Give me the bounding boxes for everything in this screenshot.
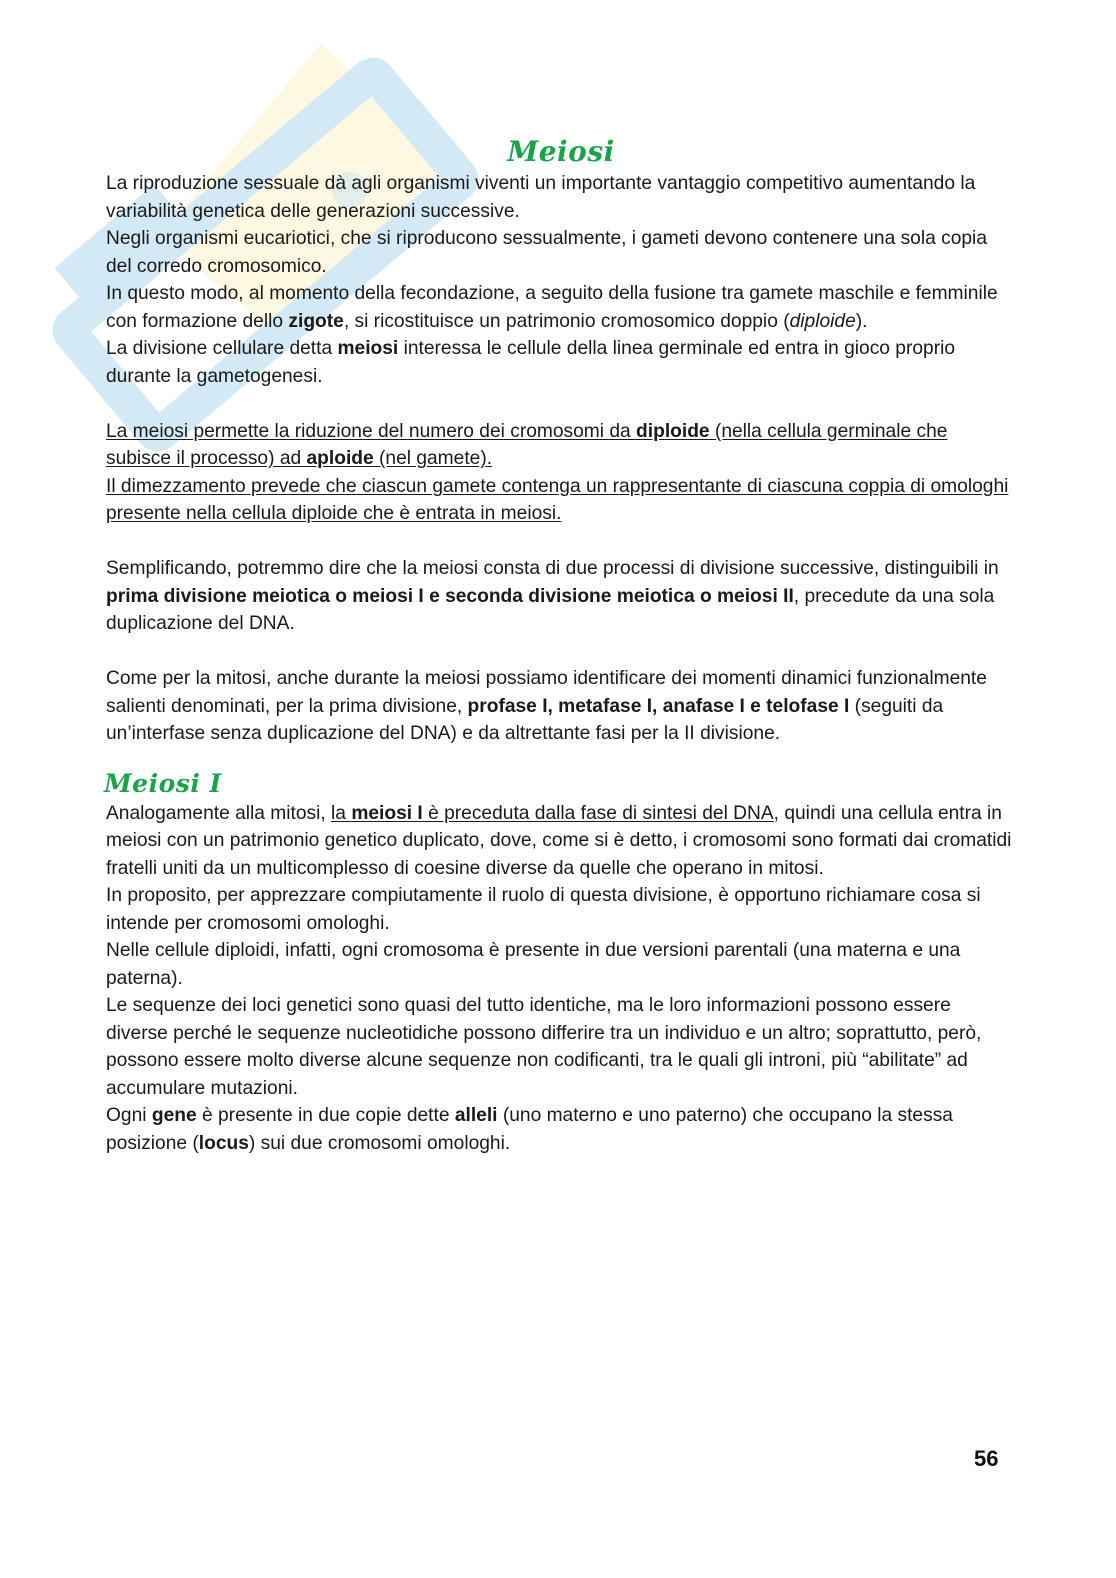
intro-paragraph-1: La riproduzione sessuale dà agli organismi viventi un importante vantaggio competitivo aumentando la variabilità genetica delle generazioni successive. [106, 173, 976, 222]
section-title: Meiosi I [104, 768, 222, 798]
page-title: Meiosi [507, 135, 615, 168]
document-body [106, 132, 1016, 1157]
intro-paragraph-2: Negli organismi eucariotici, che si riproducono sessualmente, i gameti devono contenere una sola copia del corredo cromosomico. [106, 228, 987, 277]
intro-paragraph-4: La divisione cellulare detta meiosi interessa le cellule della linea germinale ed entra in gioco proprio durante la gametogenesi. [106, 338, 956, 387]
key-concept-paragraph-2: Il dimezzamento prevede che ciascun gamete contenga un rappresentante di ciascuna coppia di omologhi presente nella cellula diploide che è entrata in meiosi. [106, 475, 1009, 524]
section-paragraph-3: Nelle cellule diploidi, infatti, ogni cromosoma è presente in due versioni parentali (una materna e una paterna). [106, 940, 961, 989]
section-paragraph-5: Ogni gene è presente in due copie dette alleli (uno materno e uno paterno) che occupano la stessa posizione (locus) sui due cromosomi omologhi. [106, 1105, 953, 1154]
section-paragraph-4: Le sequenze dei loci genetici sono quasi del tutto identiche, ma le loro informazioni possono essere diverse perché le sequenze nucleotidiche possono differire tra un individuo e un altro; soprattutto, però, possono essere molto diverse alcune sequenze non codificanti, tra le quali gli introni, più “abilitate” ad accumulare mutazioni. [106, 995, 982, 1099]
intro-paragraph-3: In questo modo, al momento della fecondazione, a seguito della fusione tra gamete maschile e femminile con formazione dello zigote, si ricostituisce un patrimonio cromosomico doppio (diploide). [106, 283, 998, 332]
key-concept-paragraph: La meiosi permette la riduzione del numero dei cromosomi da diploide (nella cellula germinale che subisce il processo) ad aploide (nel gamete). [106, 420, 948, 469]
section-paragraph-1: Analogamente alla mitosi, la meiosi I è preceduta dalla fase di sintesi del DNA, quindi una cellula entra in meiosi con un patrimonio genetico duplicato, dove, come si è detto, i cromosomi sono formati dai cromatidi fratelli uniti da un multicomplesso di coesine diverse da quelle che operano in mitosi. [106, 802, 1012, 879]
simplify-paragraph: Semplificando, potremmo dire che la meiosi consta di due processi di divisione successive, distinguibili in prima divisione meiotica o meiosi I e seconda divisione meiotica o meiosi II, precedute da una sola duplicazione del DNA. [106, 558, 999, 634]
section-paragraph-2: In proposito, per apprezzare compiutamente il ruolo di questa divisione, è opportuno richiamare cosa si intende per cromosomi omologhi. [106, 885, 981, 934]
page-number: 56 [974, 1446, 999, 1471]
phases-paragraph: Come per la mitosi, anche durante la meiosi possiamo identificare dei momenti dinamici funzionalmente salienti denominati, per la prima divisione, profase I, metafase I, anafase I e telofase I (seguiti da un’interfase senza duplicazione del DNA) e da altrettante fasi per la II divisione. [106, 668, 987, 744]
